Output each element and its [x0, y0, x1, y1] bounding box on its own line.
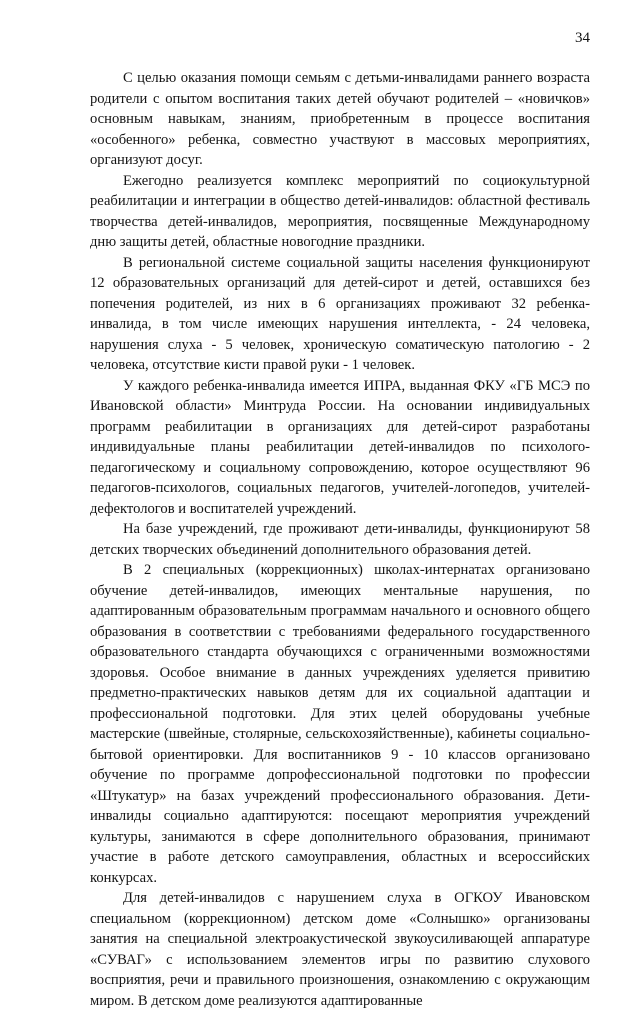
page-number: 34 — [575, 30, 590, 46]
paragraph-hearing-impaired: Для детей-инвалидов с нарушением слуха в ОГКОУ Ивановском специальном (коррекционном) детском доме «Солнышко» организованы занятия на специальной электроакустической звукоусиливающей аппаратуре «СУВАГ» с использованием элементов игры по развитию слухового восприятия, речи и правильного произношения, ознакомлению с окружающим миром. В детском доме реализуются адаптированные — [90, 890, 590, 1009]
paragraph-educational-organizations: В региональной системе социальной защиты населения функционируют 12 образовательных организаций для детей-сирот и детей, оставшихся без попечения родителей, из них в 6 организациях проживают 32 ребенка-инвалида, в том числе имеющих нарушения интеллекта, - 24 человека, нарушения слуха - 5 человек, хроническую соматическую патологию - 2 человека, отсутствие кисти правой руки - 1 человек. — [90, 254, 590, 373]
paragraph-support-families: С целью оказания помощи семьям с детьми-инвалидами раннего возраста родители с опытом воспитания таких детей обучают родителей – «новичков» основным навыкам, знаниям, приобретенным в процессе воспитания «особенного» ребенка, совместно участвуют в массовых мероприятиях, организуют досуг. — [90, 70, 590, 168]
body-text — [90, 68, 590, 1011]
paragraph-ipra: У каждого ребенка-инвалида имеется ИПРА, выданная ФКУ «ГБ МСЭ по Ивановской области» Минтруда России. На основании индивидуальных программ реабилитации в организациях для детей-сирот разработаны индивидуальные планы реабилитации детей-инвалидов по психолого-педагогическому и социальному сопровождению, которое осуществляют 96 педагогов-психологов, социальных педагогов, учителей-логопедов, учителей-дефектологов и воспитателей учреждений. — [90, 377, 590, 517]
paragraph-sociocultural-rehabilitation: Ежегодно реализуется комплекс мероприятий по социокультурной реабилитации и интеграции в общество детей-инвалидов: областной фестиваль творчества детей-инвалидов, мероприятия, посвященные Международному дню защиты детей, областные новогодние праздники. — [90, 172, 590, 250]
paragraph-creative-associations: На базе учреждений, где проживают дети-инвалиды, функционируют 58 детских творческих объединений дополнительного образования детей. — [90, 521, 590, 558]
paragraph-boarding-schools: В 2 специальных (коррекционных) школах-интернатах организовано обучение детей-инвалидов, имеющих ментальные нарушения, по адаптированным образовательным программам начального и основного общего образования в соответствии с требованиями федерального государственного образовательного стандарта обучающихся с ограниченными возможностями здоровья. Особое внимание в данных учреждениях уделяется привитию предметно-практических навыков детям для их социальной адаптации и профессиональной подготовки. Для этих целей оборудованы учебные мастерские (швейные, столярные, сельскохозяйственные), кабинеты социально-бытовой ориентировки. Для воспитанников 9 - 10 классов организовано обучение по программе допрофессиональной подготовки по профессии «Штукатур» на базах учреждений профессионального образования. Дети-инвалиды социально адаптируются: посещают мероприятия учреждений культуры, занимаются в сфере дополнительного образования, принимают участие в работе детского самоуправления, областных и всероссийских конкурсах. — [90, 562, 590, 886]
